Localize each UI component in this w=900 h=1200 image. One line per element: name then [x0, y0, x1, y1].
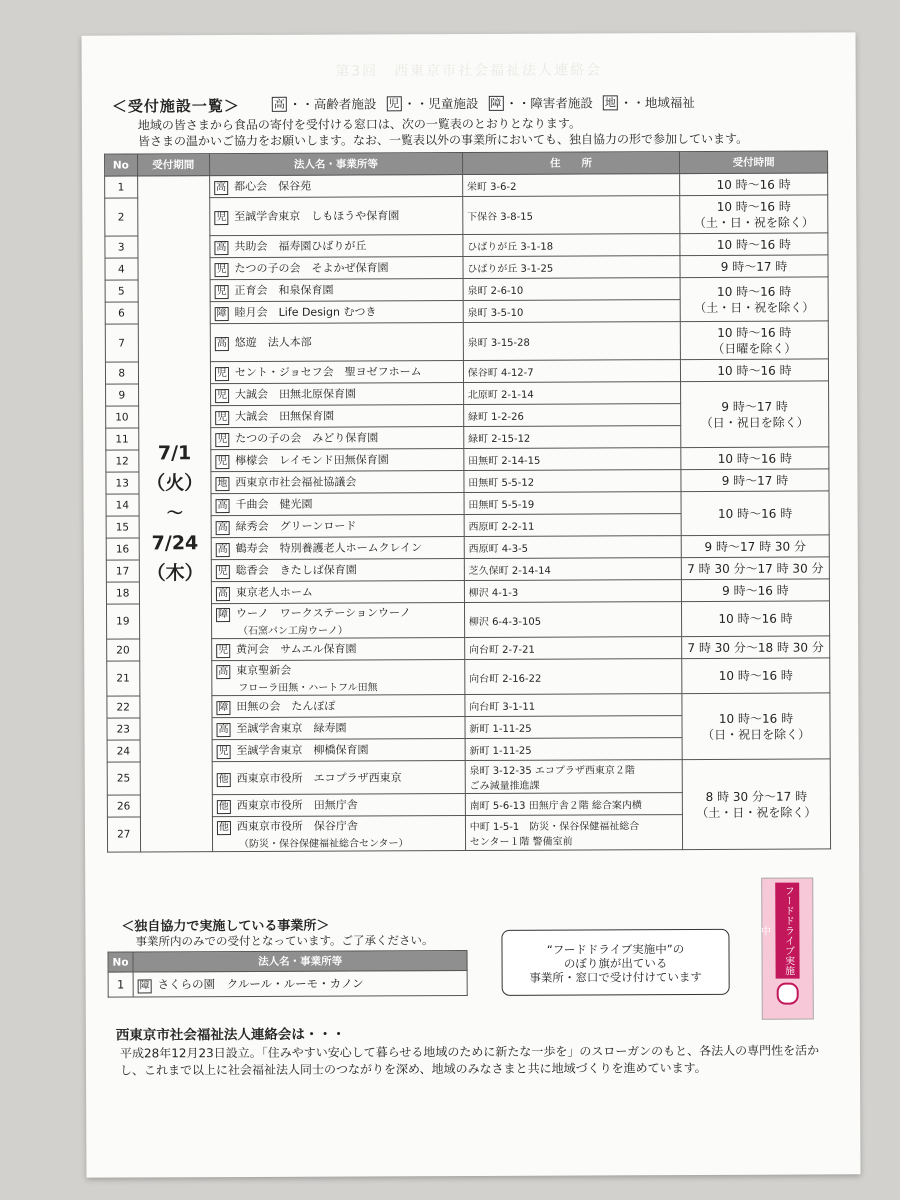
legend-item-child — [386, 94, 478, 112]
org-name: セント・ジョセフ会 聖ヨゼフホーム — [234, 365, 422, 380]
category-mark: 児 — [215, 285, 229, 299]
row-org — [210, 235, 463, 258]
org-name: 大誠会 田無北原保育園 — [234, 387, 357, 402]
org-name: 東京聖新会 — [236, 663, 292, 678]
legend-item-elderly — [272, 94, 377, 112]
row-org — [212, 794, 465, 817]
row-org — [211, 559, 464, 582]
bubble-line: のぼり旗が出ている — [563, 956, 668, 971]
org-name: 西東京市役所 エコプラザ西東京 — [236, 770, 402, 785]
bleed-through-text: 第3回 西東京市社会福祉法人連絡会 — [335, 62, 603, 80]
independent-table — [108, 950, 468, 998]
hours-line: 10 時～16 時 — [717, 451, 792, 466]
row-no: 16 — [106, 538, 139, 560]
row-no: 11 — [106, 428, 139, 450]
hours-line: 10 時～16 時 — [718, 611, 793, 626]
independent-note: 事業所内のみでの受付となっています。ご了承ください。 — [135, 933, 434, 949]
address-line: 向台町 2-7-21 — [468, 644, 535, 657]
row-no: 5 — [105, 280, 138, 302]
address-line: 西原町 4-3-5 — [468, 543, 529, 556]
row-org — [210, 383, 463, 406]
address-line: 芝久保町 2-14-14 — [468, 565, 551, 578]
row-hours — [682, 636, 830, 659]
row-address — [465, 815, 682, 851]
row-org — [211, 493, 464, 516]
address-line: 中町 1-5-1 防災・保谷保健福祉総合 — [469, 821, 640, 834]
category-mark: 高 — [215, 337, 229, 351]
bubble-line: “フードドライブ実施中”の — [546, 942, 685, 957]
hours-line: 10 時～16 時 — [718, 711, 794, 726]
row-no: 9 — [106, 384, 139, 406]
table-header-row — [105, 151, 828, 176]
org-name: 至誠学舎東京 柳橋保育園 — [236, 743, 369, 758]
header-no: No — [105, 154, 138, 176]
org-name: 西東京市役所 保谷庁舎 — [236, 819, 358, 834]
table-row — [106, 491, 829, 516]
legend-label: ・・児童施設 — [403, 95, 479, 112]
org-name: 共助会 福寿園ひばりが丘 — [234, 239, 367, 254]
org-name: たつの子の会 みどり保育園 — [235, 431, 379, 446]
row-no: 13 — [106, 472, 139, 494]
category-mark: 高 — [214, 241, 228, 255]
row-no: 24 — [107, 740, 140, 762]
food-drive-flag-image — [758, 878, 814, 1020]
org-name: 鶴寿会 特別養護老人ホームクレイン — [235, 541, 423, 556]
row-no: 3 — [105, 236, 138, 258]
row-org — [133, 971, 467, 997]
intro-line: 皆さまの温かいご協力をお願いします。なお、一覧表以外の事業所においても、独自協力の形で参加しています。 — [137, 131, 749, 149]
hours-line: 10 時～16 時 — [716, 199, 791, 214]
row-hours — [681, 535, 829, 558]
category-mark: 障 — [488, 95, 503, 110]
row-org — [210, 301, 463, 324]
hours-line: 10 時～16 時 — [716, 177, 791, 192]
address-line-2: センター１階 警備室前 — [469, 836, 573, 849]
row-no: 22 — [107, 696, 140, 718]
address-line: 田無町 2-14-15 — [468, 455, 541, 468]
hours-note: （土・日・祝を除く） — [693, 215, 814, 230]
row-org — [210, 175, 463, 198]
row-hours — [681, 557, 829, 580]
hours-line: 9 時～17 時 — [721, 399, 788, 414]
row-address — [463, 360, 680, 383]
table-row — [105, 321, 828, 362]
table-row — [105, 359, 828, 384]
org-name: 西東京市社会福祉協議会 — [235, 475, 357, 490]
row-address — [464, 514, 681, 537]
address-line: 田無町 5-5-19 — [468, 499, 535, 512]
bubble-line: 事業所・窓口で受け付けています — [529, 969, 702, 985]
row-no: 10 — [106, 406, 139, 428]
org-subname: （防災・保谷保健福祉総合センター） — [238, 838, 409, 851]
period-start: 7/1 — [157, 442, 192, 465]
category-mark: 児 — [215, 389, 229, 403]
org-name: 田無の会 たんぽぽ — [236, 699, 336, 714]
row-org — [211, 581, 464, 604]
hours-line: 9 時～17 時 — [720, 259, 788, 274]
table-row — [106, 535, 829, 560]
hours-line: 7 時 30 分～17 時 30 分 — [687, 560, 824, 576]
org-name: 悠遊 法人本部 — [234, 335, 312, 350]
row-hours — [681, 447, 829, 470]
row-no: 23 — [107, 718, 140, 740]
org-name: 緑秀会 グリーンロード — [235, 519, 357, 534]
table-row — [107, 658, 830, 696]
table-row — [107, 693, 830, 718]
row-org — [210, 279, 463, 302]
row-address — [464, 470, 681, 493]
legend-item-community — [603, 93, 695, 111]
table-row — [106, 557, 829, 582]
row-org — [211, 405, 464, 428]
hours-line: 10 時～16 時 — [717, 325, 792, 340]
row-address — [463, 322, 680, 361]
table-row — [105, 173, 828, 198]
row-address — [464, 580, 681, 603]
address-line: 向台町 3-1-11 — [469, 701, 536, 714]
org-name: 大誠会 田無保育園 — [235, 409, 335, 424]
category-mark: 高 — [216, 587, 230, 601]
flag-text: フードドライブ実施中 — [775, 883, 799, 979]
category-mark: 児 — [215, 455, 229, 469]
row-org — [212, 695, 465, 718]
category-mark: 児 — [216, 565, 230, 579]
row-address — [463, 278, 680, 301]
row-org — [210, 257, 463, 280]
speech-bubble — [501, 929, 729, 996]
row-no: 27 — [107, 817, 140, 852]
address-line: 泉町 3-12-35 エコプラザ西東京２階 — [469, 765, 635, 778]
org-name: さくらの園 クルール・ルーモ・カノン — [157, 975, 364, 991]
row-address — [464, 558, 681, 581]
row-hours — [680, 321, 828, 360]
row-hours — [681, 381, 829, 448]
address-line: 柳沢 4-1-3 — [468, 587, 519, 600]
org-name: 正育会 和泉保育園 — [234, 283, 334, 298]
address-line: 緑町 2-15-12 — [468, 433, 531, 446]
address-line: ひばりが丘 3-1-18 — [467, 241, 554, 254]
legend-label: ・・高齢者施設 — [288, 96, 377, 112]
row-hours — [681, 601, 829, 637]
period-start-day: （火） — [146, 472, 204, 495]
address-line: 新町 1-11-25 — [469, 745, 532, 758]
legend-label: ・・地域福祉 — [619, 95, 695, 111]
row-no: 2 — [105, 198, 138, 236]
row-address — [465, 659, 682, 695]
row-address — [463, 256, 680, 279]
row-no: 17 — [106, 560, 139, 582]
row-no: 4 — [105, 258, 138, 280]
row-address — [464, 448, 681, 471]
row-hours — [680, 255, 828, 278]
section-heading: ＜受付施設一覧＞ — [111, 97, 240, 116]
address-line: 泉町 3-5-10 — [467, 307, 524, 320]
header-org: 法人名・事業所等 — [209, 153, 462, 176]
org-name: 千曲会 健光園 — [235, 497, 313, 512]
header-hours: 受付時間 — [680, 151, 828, 174]
row-no: 14 — [106, 494, 139, 516]
reception-period — [137, 176, 212, 852]
document-page — [82, 32, 861, 1177]
address-line: 南町 5-6-13 田無庁舎２階 総合案内横 — [469, 800, 642, 813]
address-line: 保谷町 4-12-7 — [467, 367, 534, 380]
org-name: 西東京市役所 田無庁舎 — [236, 798, 358, 813]
flag-dot-icon — [777, 983, 799, 1005]
row-no: 8 — [105, 362, 138, 384]
row-no: 26 — [107, 795, 140, 817]
hours-line: 9 時～16 時 — [722, 583, 789, 598]
row-org — [211, 471, 464, 494]
table-row — [106, 579, 829, 604]
category-mark: 他 — [217, 773, 231, 787]
category-mark: 他 — [217, 821, 231, 835]
row-no: 25 — [107, 762, 140, 795]
hours-line: 10 時～16 時 — [716, 237, 792, 252]
period-end: 7/24 — [151, 532, 199, 555]
category-mark: 地 — [603, 95, 618, 110]
address-line-2: ごみ減量推進課 — [469, 780, 540, 793]
category-mark: 児 — [215, 367, 229, 381]
address-line: 田無町 5-5-12 — [468, 477, 535, 490]
independent-heading: ＜独自協力で実施している事業所＞ — [121, 918, 330, 935]
intro-text — [138, 115, 748, 150]
table-row — [107, 759, 830, 795]
address-line: 新町 1-11-25 — [469, 723, 532, 736]
category-mark: 高 — [216, 665, 230, 679]
org-name: 至誠学舎東京 しもほうや保育園 — [234, 209, 400, 224]
org-name: たつの子の会 そよかぜ保育園 — [234, 261, 389, 276]
association-title: 西東京市社会福祉法人連絡会は・・・ — [115, 1026, 346, 1044]
row-no: 7 — [105, 324, 138, 362]
row-no: 12 — [106, 450, 139, 472]
row-no: 6 — [105, 302, 138, 324]
row-address — [464, 536, 681, 559]
category-mark: 高 — [272, 96, 287, 111]
row-hours — [680, 233, 828, 256]
row-org — [211, 603, 464, 639]
address-line: 栄町 3-6-2 — [466, 181, 517, 194]
row-org — [212, 816, 465, 852]
org-name: 都心会 保谷苑 — [234, 179, 312, 194]
row-no: 21 — [107, 661, 140, 696]
org-name: 檸檬会 レイモンド田無保育園 — [235, 453, 389, 468]
row-address — [462, 174, 679, 197]
row-no: 1 — [108, 972, 133, 997]
row-org — [210, 323, 463, 362]
category-mark: 児 — [215, 411, 229, 425]
row-no: 20 — [107, 639, 140, 661]
row-org — [212, 761, 465, 795]
row-hours — [682, 759, 830, 850]
table-row — [105, 233, 828, 258]
legend-item-disability — [488, 93, 593, 111]
category-mark: 障 — [215, 307, 229, 321]
row-address — [464, 426, 681, 449]
address-line: ひばりが丘 3-1-25 — [467, 263, 554, 276]
row-address — [465, 760, 682, 794]
row-org — [211, 449, 464, 472]
row-org — [212, 717, 465, 740]
row-address — [464, 492, 681, 515]
address-line: 西原町 2-2-11 — [468, 521, 535, 534]
period-end-day: （木） — [146, 562, 204, 585]
category-mark: 児 — [214, 263, 228, 277]
table-row — [105, 277, 828, 302]
row-no: 15 — [106, 516, 139, 538]
row-hours — [681, 491, 829, 536]
category-mark: 児 — [217, 745, 231, 759]
org-name: 睦月会 Life Design むつき — [234, 305, 377, 320]
address-line: 柳沢 6-4-3-105 — [468, 616, 542, 628]
table-row — [107, 636, 830, 661]
row-hours — [682, 658, 830, 694]
row-address — [465, 738, 682, 761]
intro-line: 地域の皆さまから食品の寄付を受付ける窓口は、次の一覧表のとおりとなります。 — [137, 116, 581, 133]
row-org — [212, 739, 465, 762]
row-no: 19 — [106, 604, 139, 639]
row-org — [211, 537, 464, 560]
address-line: 北原町 2-1-14 — [467, 389, 534, 402]
table-row — [105, 195, 828, 236]
org-name: ウーノ ワークステーションウーノ — [235, 606, 411, 621]
category-mark: 他 — [217, 800, 231, 814]
table-row — [105, 255, 828, 280]
facility-table — [104, 150, 831, 852]
hours-note: （土・日・祝を除く） — [694, 299, 815, 315]
row-no: 18 — [106, 582, 139, 604]
row-org — [211, 427, 464, 450]
header-no: No — [108, 952, 133, 972]
row-address — [463, 234, 680, 257]
org-name: 聡香会 きたしば保育園 — [235, 563, 357, 578]
address-line: 泉町 2-6-10 — [467, 285, 524, 298]
category-mark: 障 — [216, 701, 230, 715]
row-address — [463, 300, 680, 323]
hours-note: （日・祝日を除く） — [702, 727, 811, 742]
legend-label: ・・障害者施設 — [505, 95, 593, 111]
row-address — [465, 716, 682, 739]
row-org — [212, 660, 465, 696]
table-row — [106, 381, 829, 406]
address-line: 緑町 1-2-26 — [467, 411, 524, 424]
row-org — [212, 638, 465, 661]
hours-line: 10 時～16 時 — [718, 668, 793, 683]
hours-line: 8 時 30 分～17 時 — [705, 789, 808, 804]
table-row — [108, 971, 467, 998]
association-text: 平成28年12月23日設立。「住みやすい安心して暮らせる地域のために新たな一歩を」のスローガンのもと、各法人の専門性を活かし、これまで以上に社会福祉法人同士のつながりを深め、地域のみなさまと共に地域づくりを進めています。 — [119, 1043, 820, 1078]
row-hours — [680, 173, 828, 196]
category-mark: 児 — [215, 433, 229, 447]
category-mark: 高 — [216, 521, 230, 535]
header-address: 住 所 — [462, 152, 679, 175]
row-hours — [680, 195, 828, 234]
row-hours — [681, 469, 829, 492]
table-row — [106, 447, 829, 472]
row-address — [464, 637, 681, 660]
row-hours — [681, 579, 829, 602]
org-name: 至誠学舎東京 緑寿園 — [236, 721, 347, 736]
category-mark: 高 — [215, 499, 229, 513]
row-address — [463, 196, 680, 235]
category-mark: 児 — [216, 644, 230, 658]
header-period: 受付期間 — [137, 154, 209, 176]
hours-line: 9 時～17 時 — [721, 473, 789, 488]
row-address — [463, 404, 680, 427]
org-subname: （石窯パン工房ウーノ） — [237, 625, 348, 638]
category-mark: 高 — [216, 543, 230, 557]
category-mark: 高 — [214, 181, 228, 195]
row-hours — [680, 277, 828, 322]
table-header-row — [108, 951, 467, 973]
table-row — [106, 601, 829, 639]
category-mark: 児 — [386, 96, 401, 111]
hours-line: 7 時 30 分～18 時 30 分 — [687, 639, 824, 655]
hours-line: 10 時～16 時 — [717, 363, 792, 378]
row-address — [463, 382, 680, 405]
hours-line: 10 時～16 時 — [717, 284, 792, 299]
header-org: 法人名・事業所等 — [133, 951, 467, 972]
address-line: 向台町 2-16-22 — [469, 673, 542, 685]
row-address — [465, 694, 682, 717]
org-name: 東京老人ホーム — [235, 585, 313, 600]
row-no: 1 — [105, 176, 138, 198]
address-line: 泉町 3-15-28 — [467, 337, 530, 350]
org-subname: フローラ田無・ハートフル田無 — [238, 682, 378, 695]
hours-line: 10 時～16 時 — [717, 506, 793, 521]
period-tilde: ～ — [166, 503, 183, 523]
category-mark: 障 — [216, 608, 230, 622]
category-mark: 高 — [216, 723, 230, 737]
row-org — [210, 361, 463, 384]
category-mark: 地 — [215, 477, 229, 491]
row-org — [210, 197, 463, 236]
hours-note: （日・祝日を除く） — [700, 415, 809, 430]
row-org — [211, 515, 464, 538]
row-hours — [682, 693, 830, 760]
category-mark: 障 — [138, 979, 152, 993]
hours-note: （土・日・祝を除く） — [696, 804, 817, 820]
address-line: 下保谷 3-8-15 — [467, 211, 533, 224]
row-address — [464, 602, 681, 638]
row-address — [465, 793, 682, 816]
category-mark: 児 — [214, 211, 228, 225]
category-legend — [272, 93, 695, 113]
hours-line: 9 時～17 時 30 分 — [704, 539, 806, 554]
org-name: 黄河会 サムエル保育園 — [236, 642, 357, 657]
row-hours — [680, 359, 828, 382]
hours-note: （日曜を除く） — [712, 341, 797, 356]
table-row — [106, 469, 829, 494]
